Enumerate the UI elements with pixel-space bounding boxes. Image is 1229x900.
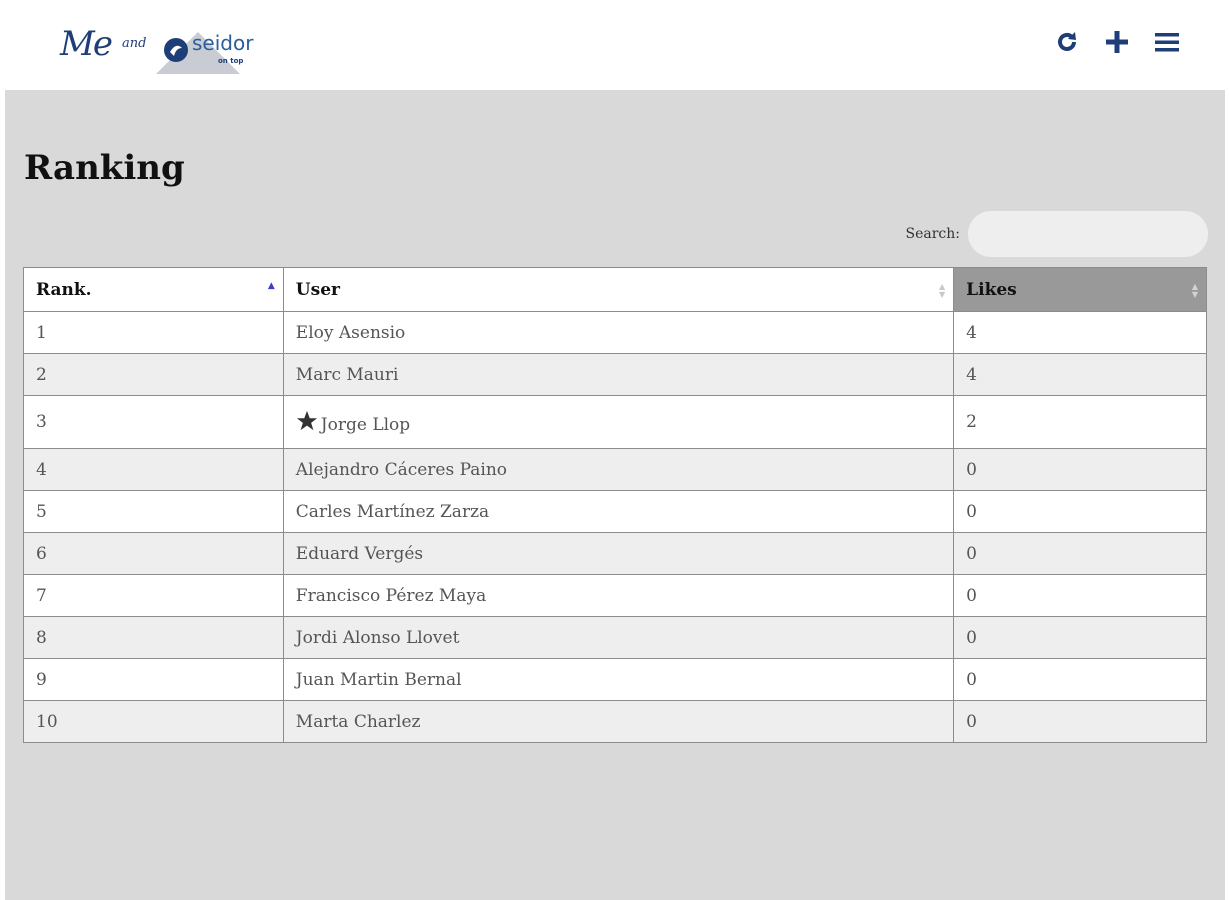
logo-and-text: and bbox=[122, 36, 147, 51]
likes-cell: 0 bbox=[954, 533, 1207, 575]
user-cell bbox=[283, 449, 953, 491]
likes-cell: 0 bbox=[954, 575, 1207, 617]
search-input[interactable] bbox=[968, 211, 1208, 257]
logo-sub-text: on top bbox=[218, 57, 244, 65]
table-row[interactable] bbox=[24, 533, 1207, 575]
table-row[interactable] bbox=[24, 312, 1207, 354]
ranking-table bbox=[23, 267, 1207, 743]
sort-both-icon: ▲ ▼ bbox=[939, 280, 946, 299]
user-cell bbox=[283, 354, 953, 396]
rank-cell: 2 bbox=[24, 354, 284, 396]
user-cell bbox=[283, 659, 953, 701]
table-header-row bbox=[24, 268, 1207, 312]
likes-cell: 0 bbox=[954, 491, 1207, 533]
likes-column-header[interactable] bbox=[954, 268, 1207, 312]
menu-button[interactable] bbox=[1153, 28, 1181, 56]
rank-cell: 4 bbox=[24, 449, 284, 491]
user-name: Jorge Llop bbox=[320, 414, 411, 435]
plus-icon bbox=[1105, 30, 1129, 54]
user-column-header[interactable] bbox=[283, 268, 953, 312]
likes-cell: 0 bbox=[954, 701, 1207, 743]
top-bar bbox=[0, 0, 1229, 90]
likes-cell: 4 bbox=[954, 312, 1207, 354]
search-area bbox=[906, 211, 1209, 257]
user-cell bbox=[283, 617, 953, 659]
likes-cell: 0 bbox=[954, 659, 1207, 701]
table-row[interactable] bbox=[24, 396, 1207, 449]
user-name: Eloy Asensio bbox=[295, 322, 406, 343]
rank-cell: 9 bbox=[24, 659, 284, 701]
user-name: Carles Martínez Zarza bbox=[295, 501, 490, 522]
table-row[interactable] bbox=[24, 575, 1207, 617]
likes-cell: 0 bbox=[954, 617, 1207, 659]
user-name: Alejandro Cáceres Paino bbox=[295, 459, 508, 480]
table-row[interactable] bbox=[24, 617, 1207, 659]
refresh-icon bbox=[1055, 30, 1079, 54]
likes-header-label: Likes bbox=[966, 279, 1017, 300]
likes-cell: 2 bbox=[954, 396, 1207, 449]
rank-cell: 7 bbox=[24, 575, 284, 617]
user-cell bbox=[283, 533, 953, 575]
user-name: Francisco Pérez Maya bbox=[295, 585, 487, 606]
user-cell bbox=[283, 396, 953, 449]
main-content bbox=[5, 90, 1225, 900]
sort-ascending-icon: ▲ bbox=[267, 281, 275, 291]
logo-me-text: Me bbox=[60, 24, 111, 64]
user-cell bbox=[283, 491, 953, 533]
rank-cell: 8 bbox=[24, 617, 284, 659]
rank-column-header[interactable] bbox=[24, 268, 284, 312]
user-cell bbox=[283, 312, 953, 354]
rank-cell: 1 bbox=[24, 312, 284, 354]
table-body bbox=[24, 312, 1207, 743]
user-name: Jordi Alonso Llovet bbox=[295, 627, 460, 648]
logo-brand-text: seidor bbox=[192, 31, 254, 55]
user-name: Marc Mauri bbox=[295, 364, 399, 385]
table-row[interactable] bbox=[24, 491, 1207, 533]
table-row[interactable] bbox=[24, 354, 1207, 396]
table-row[interactable] bbox=[24, 449, 1207, 491]
table-row[interactable] bbox=[24, 659, 1207, 701]
user-name: Marta Charlez bbox=[295, 711, 421, 732]
app-logo[interactable] bbox=[60, 22, 270, 78]
rank-cell: 10 bbox=[24, 701, 284, 743]
rank-cell: 3 bbox=[24, 396, 284, 449]
user-name: Juan Martin Bernal bbox=[295, 669, 462, 690]
refresh-button[interactable] bbox=[1053, 28, 1081, 56]
menu-icon bbox=[1154, 30, 1180, 54]
likes-cell: 4 bbox=[954, 354, 1207, 396]
rank-cell: 6 bbox=[24, 533, 284, 575]
user-cell bbox=[283, 701, 953, 743]
star-icon bbox=[296, 410, 318, 432]
user-name: Eduard Vergés bbox=[295, 543, 424, 564]
toolbar bbox=[1053, 28, 1181, 56]
page-title: Ranking bbox=[24, 148, 185, 188]
table-row[interactable] bbox=[24, 701, 1207, 743]
search-label: Search: bbox=[905, 226, 960, 242]
user-header-label: User bbox=[295, 279, 340, 300]
add-button[interactable] bbox=[1103, 28, 1131, 56]
sort-both-icon: ▲ ▼ bbox=[1191, 280, 1198, 299]
rank-cell: 5 bbox=[24, 491, 284, 533]
rank-header-label: Rank. bbox=[36, 279, 92, 300]
likes-cell: 0 bbox=[954, 449, 1207, 491]
user-cell bbox=[283, 575, 953, 617]
